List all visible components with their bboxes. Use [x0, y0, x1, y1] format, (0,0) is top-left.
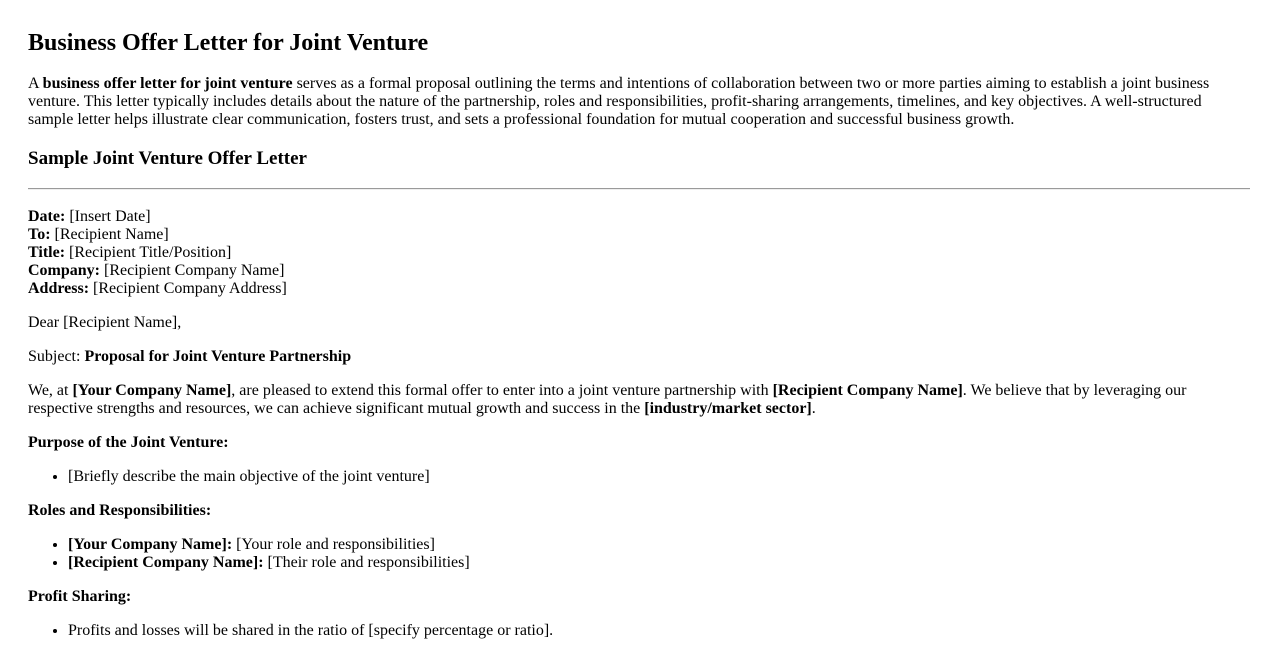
page-title: Business Offer Letter for Joint Venture [28, 30, 429, 56]
role-text: [Their role and responsibilities] [263, 554, 470, 571]
body-bold-3: [industry/market sector] [644, 400, 812, 417]
intro-prefix: A [28, 75, 43, 92]
meta-date-value: [Insert Date] [65, 208, 151, 225]
section-subtitle: Sample Joint Venture Offer Letter [28, 148, 307, 169]
meta-title [28, 244, 1250, 262]
meta-to-value: [Recipient Name] [50, 226, 169, 243]
intro-paragraph [28, 75, 1250, 129]
subject-value: Proposal for Joint Venture Partnership [84, 348, 352, 365]
body-text-3: . We believe that by leveraging our respective strengths and resources, we can achieve significant mutual growth and success in the [28, 382, 1187, 417]
body-text-4: . [811, 400, 816, 417]
letter-meta [28, 208, 1250, 298]
body-bold-1: [Your Company Name] [72, 382, 232, 399]
subject-label: Subject: [28, 348, 85, 365]
purpose-heading: Purpose of the Joint Venture: [28, 434, 229, 451]
subject-line [28, 348, 1250, 366]
list-item: • [Briefly describe the main objective of the joint venture] [68, 468, 1250, 486]
body-bold-2: [Recipient Company Name] [772, 382, 963, 399]
list-item: • Profits and losses will be shared in the ratio of [specify percentage or ratio]. [68, 622, 1250, 640]
body-text-1: We, at [28, 382, 73, 399]
meta-address [28, 280, 1250, 298]
meta-date [28, 208, 1250, 226]
meta-date-label: Date: [28, 208, 66, 225]
meta-to-label: To: [28, 226, 51, 243]
role-text: [Your role and responsibilities] [232, 536, 435, 553]
salutation: Dear [Recipient Name], [28, 314, 182, 331]
role-label: [Your Company Name]: [68, 536, 233, 553]
list-item [68, 554, 1250, 572]
meta-company [28, 262, 1250, 280]
meta-to [28, 226, 1250, 244]
roles-list [28, 536, 1250, 572]
intro-bold: business offer letter for joint venture [42, 75, 293, 92]
role-label: [Recipient Company Name]: [68, 554, 264, 571]
intro-rest: serves as a formal proposal outlining the terms and intentions of collaboration between two or more parties aiming to establish a joint business venture. This letter typically includes details about the nature of the partnership, roles and responsibilities, profit-sharing arrangements, timelines, and key objectives. A well-structured sample letter helps illustrate clear communication, fosters trust, and sets a professional foundation for mutual cooperation and successful business growth. [28, 75, 1210, 128]
divider [28, 188, 1250, 190]
profit-heading: Profit Sharing: [28, 588, 132, 605]
roles-heading: Roles and Responsibilities: [28, 502, 212, 519]
meta-title-value: [Recipient Title/Position] [65, 244, 232, 261]
purpose-list [28, 468, 1250, 486]
meta-address-value: [Recipient Company Address] [89, 280, 287, 297]
body-text-2: , are pleased to extend this formal offer to enter into a joint venture partnership with [231, 382, 773, 399]
meta-company-value: [Recipient Company Name] [100, 262, 285, 279]
meta-company-label: Company: [28, 262, 101, 279]
profit-list [28, 622, 1250, 640]
meta-title-label: Title: [28, 244, 66, 261]
list-item [68, 536, 1250, 554]
meta-address-label: Address: [28, 280, 90, 297]
body-paragraph [28, 382, 1250, 418]
